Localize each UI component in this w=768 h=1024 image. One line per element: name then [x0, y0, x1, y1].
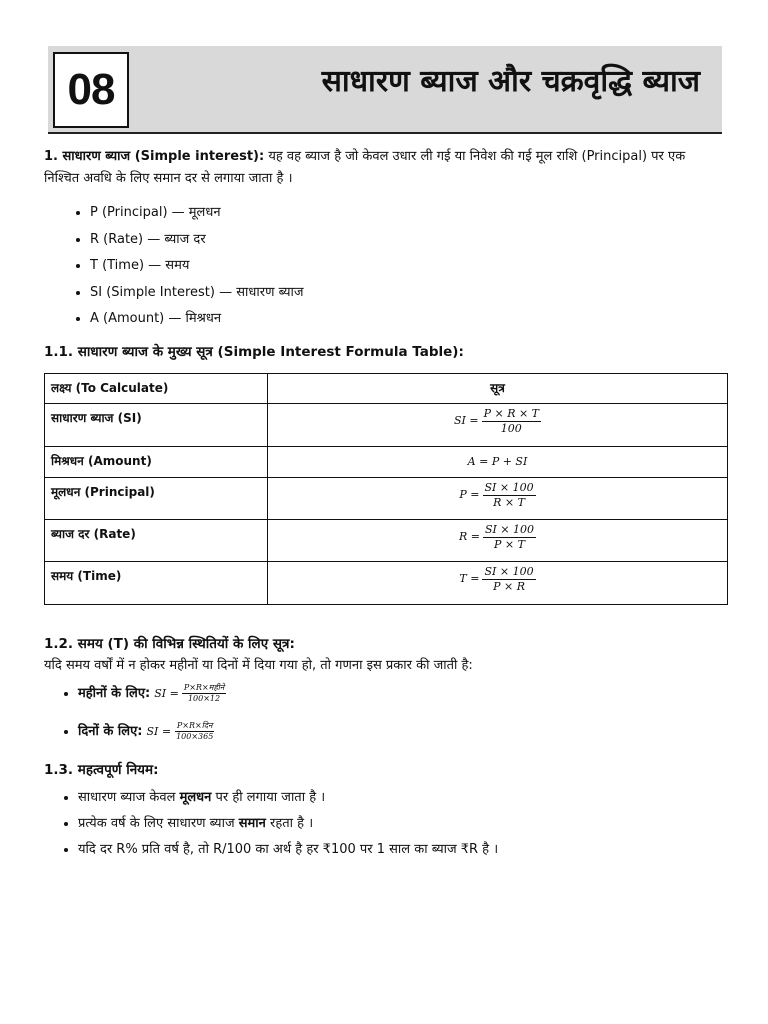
- fraction-denominator: R × T: [493, 495, 525, 509]
- list-item: • P (Principal) — मूलधन: [90, 200, 728, 227]
- list-item: [78, 837, 728, 863]
- fraction-numerator: P × R × T: [483, 406, 540, 420]
- list-item: [78, 721, 728, 759]
- section1-text-line1: यह वह ब्याज है जो केवल उधार ली गई या निवेश की गई मूल राशि (Principal) पर एक: [264, 149, 686, 164]
- table-cell-label: मिश्रधन (Amount): [45, 446, 268, 477]
- list-item: • T (Time) — समय: [90, 253, 728, 280]
- formula-months: [154, 683, 226, 705]
- table-row: [45, 519, 728, 561]
- rule-emphasis: समान: [238, 815, 266, 831]
- fraction: [483, 523, 536, 552]
- rules-list: [44, 785, 728, 863]
- fraction-denominator: P × R: [493, 579, 525, 593]
- section13-heading: 1.3. महत्वपूर्ण नियम:: [44, 761, 159, 778]
- chapter-number-box: 08: [53, 52, 129, 128]
- table-cell-label: ब्याज दर (Rate): [45, 519, 268, 561]
- definitions-list: [44, 200, 728, 333]
- time-cases-list: [44, 683, 728, 759]
- section12-heading: 1.2. समय (T) की विभिन्न स्थितियों के लिए सूत्र:: [44, 635, 295, 652]
- table-cell-formula: [268, 519, 728, 561]
- fraction-numerator: SI × 100: [484, 564, 534, 578]
- table-cell-label: साधारण ब्याज (SI): [45, 403, 268, 446]
- list-item: [78, 811, 728, 837]
- fraction: [482, 565, 535, 594]
- case-label: • दिनों के लिए:: [78, 723, 143, 739]
- table-row: [45, 446, 728, 477]
- formula-days: [146, 721, 215, 743]
- document-body: [44, 146, 728, 863]
- rule-text: यदि दर R% प्रति वर्ष है, तो R/100 का अर्थ है हर ₹100 पर 1 साल का ब्याज ₹R है ।: [78, 841, 499, 857]
- formula-time: [459, 565, 535, 594]
- formula-lhs: SI =: [453, 414, 479, 427]
- formula-lhs: P =: [459, 488, 480, 501]
- list-item: • R (Rate) — ब्याज दर: [90, 227, 728, 254]
- fraction: [482, 407, 541, 436]
- fraction: [182, 683, 226, 704]
- fraction-denominator: P × T: [494, 537, 525, 551]
- list-item: • A (Amount) — मिश्रधन: [90, 306, 728, 333]
- rule-text: प्रत्येक वर्ष के लिए साधारण ब्याज: [78, 815, 239, 831]
- rule-emphasis: मूलधन: [179, 789, 212, 805]
- fraction-denominator: 100×365: [176, 732, 214, 741]
- fraction-numerator: SI × 100: [484, 522, 535, 536]
- section1-paragraph: [44, 146, 728, 190]
- table-cell-label: समय (Time): [45, 561, 268, 604]
- list-item: [78, 785, 728, 811]
- fraction: [483, 481, 536, 510]
- table-header-row: [45, 373, 728, 403]
- table-cell-label: मूलधन (Principal): [45, 477, 268, 519]
- section11-heading: 1.1. साधारण ब्याज के मुख्य सूत्र (Simple Interest Formula Table):: [44, 343, 464, 360]
- formula-lhs: SI =: [154, 686, 179, 700]
- chapter-title: साधारण ब्याज और चक्रवृद्धि ब्याज: [321, 64, 700, 99]
- fraction-numerator: P×R×महीने: [183, 683, 225, 692]
- section1-text-line2: निश्चित अवधि के लिए समान दर से लगाया जाता है ।: [44, 171, 293, 186]
- fraction-numerator: P×R×दिन: [176, 721, 213, 730]
- table-row: [45, 477, 728, 519]
- table-header-target: लक्ष्य (To Calculate): [45, 373, 268, 403]
- rule-text: साधारण ब्याज केवल: [78, 789, 180, 805]
- fraction: [174, 721, 215, 742]
- fraction-denominator: 100×12: [187, 694, 221, 703]
- table-cell-formula: [268, 403, 728, 446]
- list-item: [78, 683, 728, 721]
- rule-text: पर ही लगाया जाता है ।: [211, 789, 326, 805]
- formula-table: [44, 373, 728, 605]
- section1-heading: 1. साधारण ब्याज (Simple interest):: [44, 149, 265, 164]
- table-cell-formula: [268, 446, 728, 477]
- formula-lhs: SI =: [146, 724, 172, 738]
- case-label: • महीनों के लिए:: [78, 685, 151, 701]
- rule-text: रहता है ।: [265, 815, 314, 831]
- table-cell-formula: [268, 477, 728, 519]
- section12-intro: यदि समय वर्षों में न होकर महीनों या दिनों में दिया गया हो, तो गणना इस प्रकार की जाती है:: [44, 657, 473, 673]
- fraction-numerator: SI × 100: [484, 480, 534, 494]
- list-item: • SI (Simple Interest) — साधारण ब्याज: [90, 280, 728, 307]
- table-header-formula: सूत्र: [268, 373, 728, 403]
- table-row: [45, 403, 728, 446]
- table-cell-formula: [268, 561, 728, 604]
- formula-lhs: T =: [459, 572, 480, 585]
- formula-rate: [459, 523, 536, 552]
- formula-principal: [459, 481, 535, 510]
- table-row: [45, 561, 728, 604]
- fraction-denominator: 100: [500, 421, 522, 435]
- formula-amount: A = P + SI: [467, 454, 528, 468]
- formula-si: [454, 407, 541, 436]
- formula-lhs: R =: [458, 530, 480, 543]
